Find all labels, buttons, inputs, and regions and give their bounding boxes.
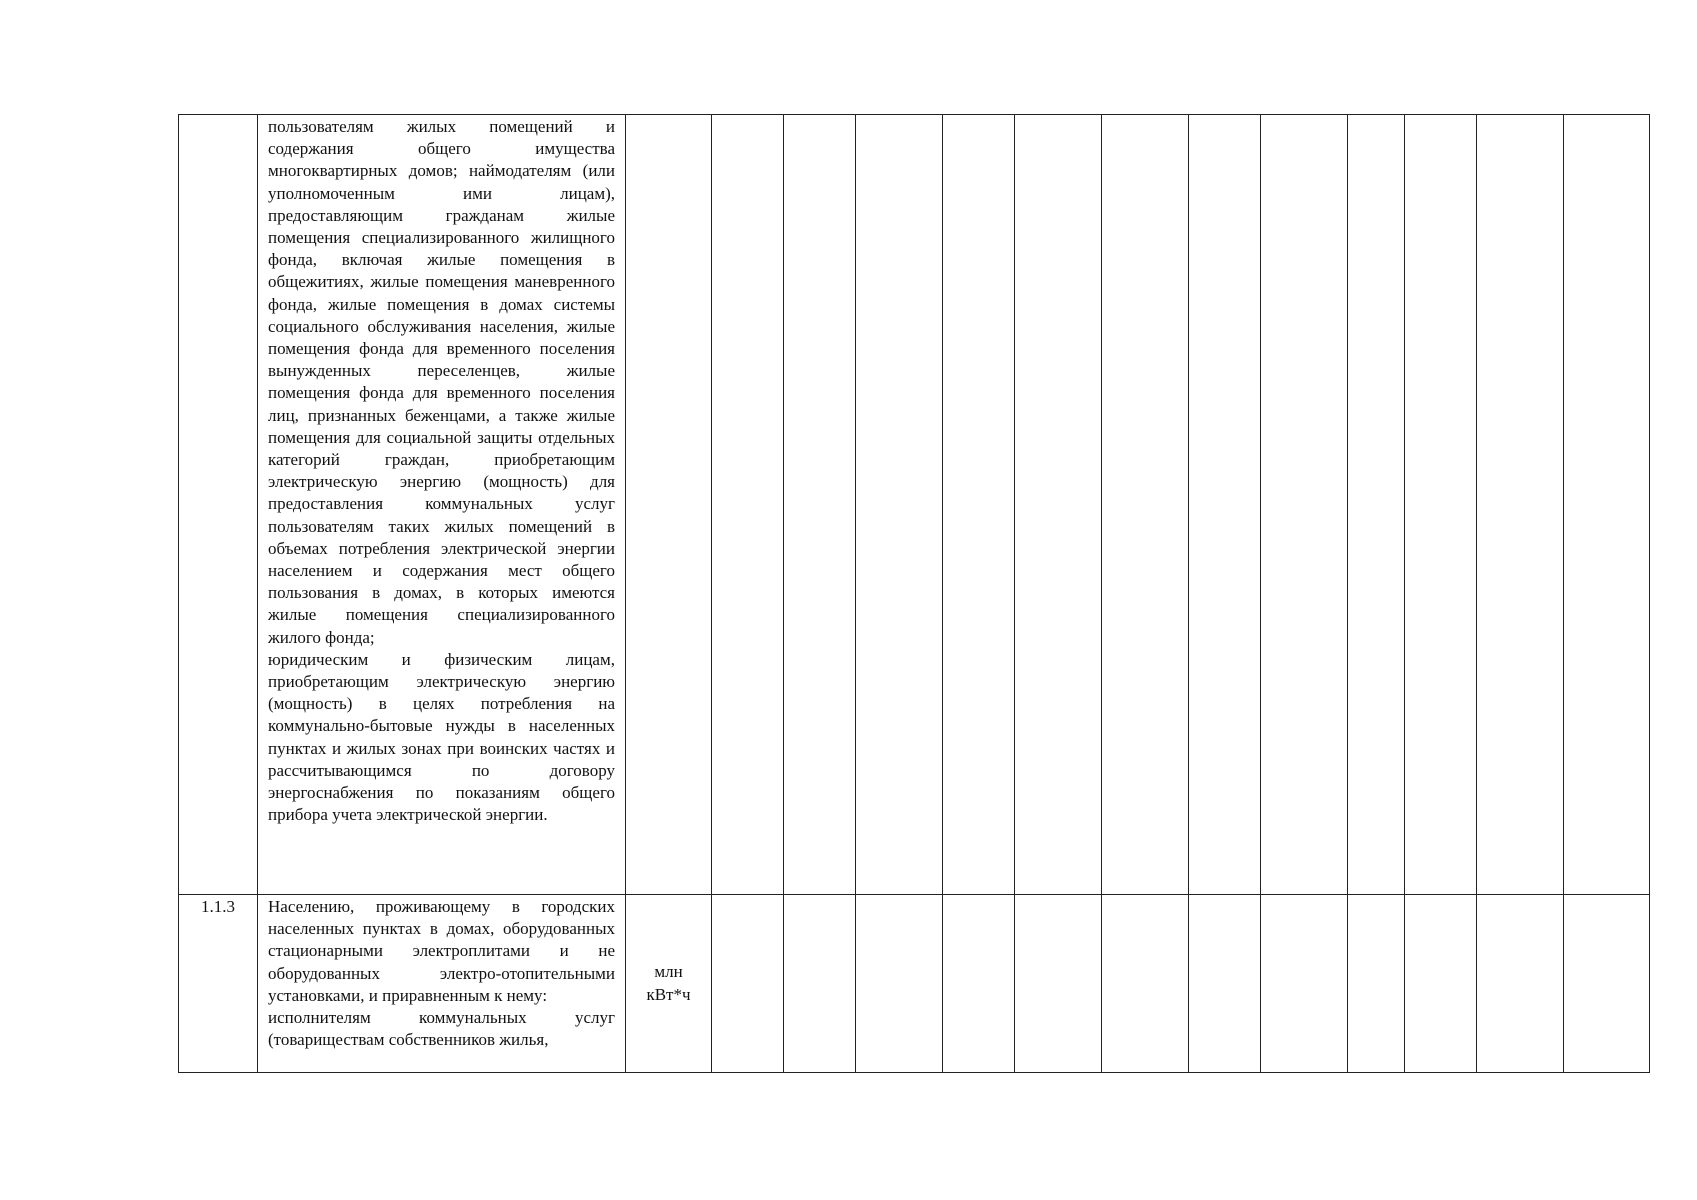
value-cell (1348, 115, 1405, 895)
description-paragraph: Населению, проживающему в городских населенных пунктах в домах, оборудованных стационарными электроплитами и не оборудованных электро-отопительными установками, и приравненным к нему: (268, 897, 615, 1005)
value-cell (1015, 115, 1102, 895)
row-number-cell: 1.1.3 (179, 895, 258, 1073)
value-cell (784, 895, 856, 1073)
value-cell (1189, 115, 1261, 895)
value-cell (943, 115, 1015, 895)
unit-cell (626, 895, 712, 1073)
unit-line: млн (654, 962, 683, 982)
value-cell (1477, 115, 1564, 895)
tariff-table (178, 114, 1650, 1073)
value-cell (1189, 895, 1261, 1073)
value-cell (1477, 895, 1564, 1073)
value-cell (1405, 115, 1477, 895)
description-paragraph: пользователям жилых помещений и содержания общего имущества многоквартирных домов; наймодателям (или уполномоченным ими лицам), предоставляющим гражданам жилые помещения специализированного жилищного фонда, включая жилые помещения в общежитиях, жилые помещения маневренного фонда, жилые помещения в домах системы социального обслуживания населения, жилые помещения фонда для временного поселения вынужденных переселенцев, жилые помещения фонда для временного поселения лиц, признанных беженцами, а также жилые помещения для социальной защиты отдельных категорий граждан, приобретающим электрическую энергию (мощность) для предоставления коммунальных услуг пользователям таких жилых помещений в объемах потребления электрической энергии населением и содержания мест общего пользования в домах, в которых имеются жилые помещения специализированного жилого фонда; (268, 117, 615, 647)
unit-cell (626, 115, 712, 895)
value-cell (712, 115, 784, 895)
value-cell (1564, 115, 1650, 895)
value-cell (1564, 895, 1650, 1073)
row-description-cell (258, 895, 626, 1073)
row-description-cell (258, 115, 626, 895)
value-cell (1261, 895, 1348, 1073)
value-cell (1015, 895, 1102, 1073)
value-cell (712, 895, 784, 1073)
value-cell (1348, 895, 1405, 1073)
table-row (179, 895, 1650, 1073)
unit-line: кВт*ч (646, 984, 691, 1004)
row-number-cell (179, 115, 258, 895)
table-row (179, 115, 1650, 895)
description-paragraph: исполнителям коммунальных услуг (товариществам собственников жилья, (268, 1008, 615, 1050)
value-cell (856, 115, 943, 895)
value-cell (1102, 895, 1189, 1073)
value-cell (856, 895, 943, 1073)
value-cell (1102, 115, 1189, 895)
value-cell (1405, 895, 1477, 1073)
value-cell (1261, 115, 1348, 895)
description-paragraph: юридическим и физическим лицам, приобретающим электрическую энергию (мощность) в целях потребления на коммунально-бытовые нужды в населенных пунктах и жилых зонах при воинских частях и рассчитывающимся по договору энергоснабжения по показаниям общего прибора учета электрической энергии. (268, 649, 615, 825)
value-cell (784, 115, 856, 895)
value-cell (943, 895, 1015, 1073)
